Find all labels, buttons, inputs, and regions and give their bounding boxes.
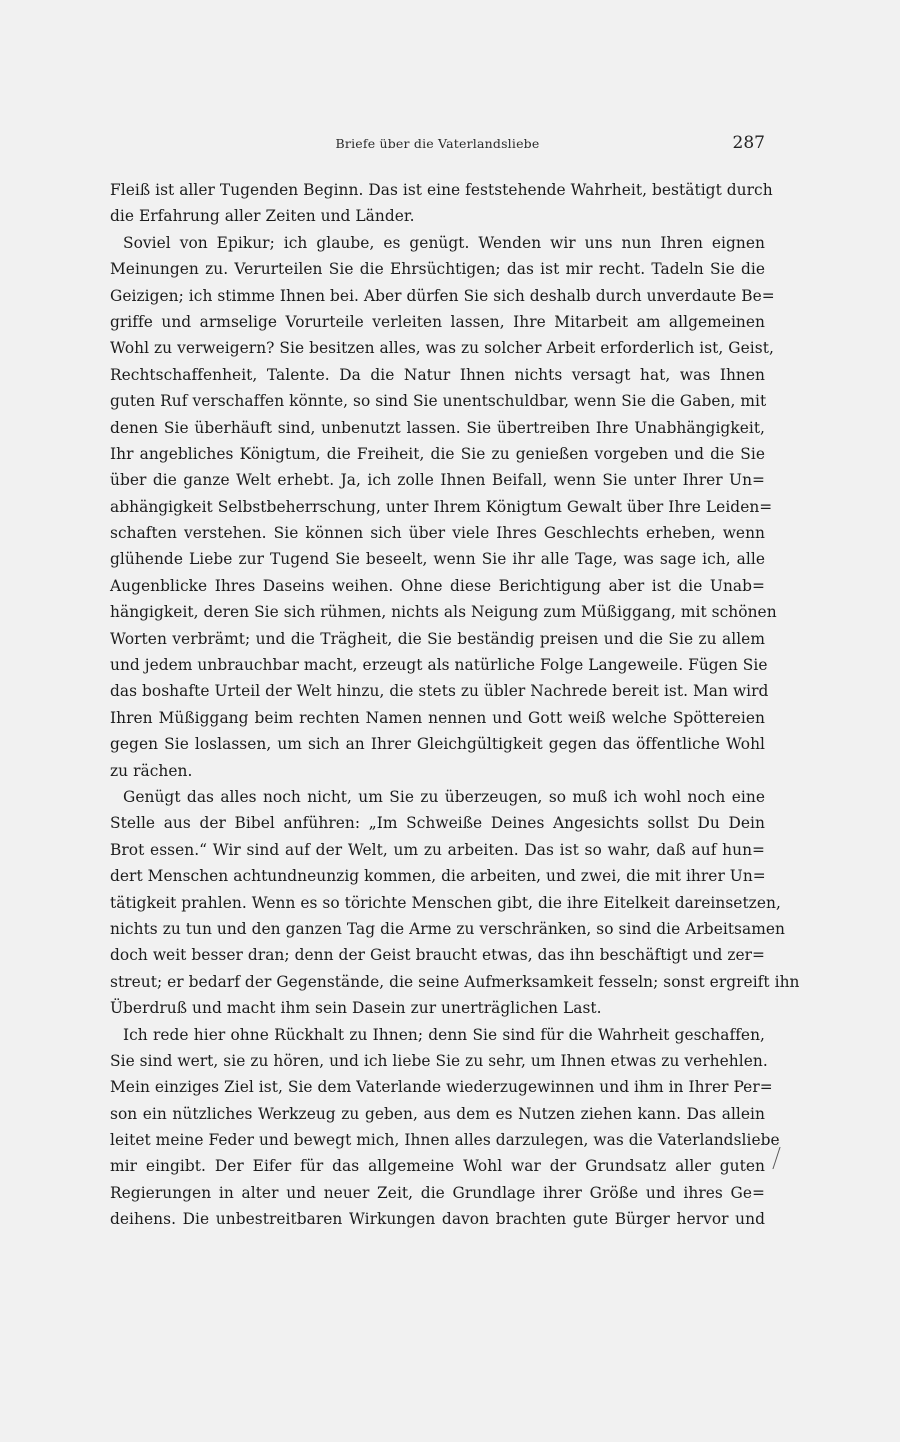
text-line: doch weit besser dran; denn der Geist braucht etwas, das ihn beschäftigt und zer= <box>110 946 765 965</box>
text-line: zu rächen. <box>110 761 193 780</box>
text-line: Überdruß und macht ihm sein Dasein zur unerträglichen Last. <box>110 999 602 1018</box>
text-line: Brot essen.“ Wir sind auf der Welt, um zu arbeiten. Das ist so wahr, daß auf hun= <box>110 840 765 859</box>
text-line: tätigkeit prahlen. Wenn es so törichte Menschen gibt, die ihre Eitelkeit dareinsetzen, <box>110 893 781 912</box>
text-line: Wohl zu verweigern? Sie besitzen alles, was zu solcher Arbeit erforderlich ist, Geist, <box>110 339 774 358</box>
text-line: die Erfahrung aller Zeiten und Länder. <box>110 207 415 226</box>
text-line: das boshafte Urteil der Welt hinzu, die stets zu übler Nachrede bereit ist. Man wird <box>110 682 769 701</box>
text-line: Rechtschaffenheit, Talente. Da die Natur Ihnen nichts versagt hat, was Ihnen <box>110 365 765 384</box>
text-line: deihens. Die unbestreitbaren Wirkungen davon brachten gute Bürger hervor und <box>110 1210 765 1229</box>
text-line: Geizigen; ich stimme Ihnen bei. Aber dürfen Sie sich deshalb durch unverdaute Be= <box>110 286 775 305</box>
text-line: über die ganze Welt erhebt. Ja, ich zolle Ihnen Beifall, wenn Sie unter Ihrer Un= <box>110 471 765 490</box>
text-line: griffe und armselige Vorurteile verleiten lassen, Ihre Mitarbeit am allgemeinen <box>110 312 765 331</box>
text-line: Augenblicke Ihres Daseins weihen. Ohne diese Berichtigung aber ist die Unab= <box>110 576 765 595</box>
text-line: Mein einziges Ziel ist, Sie dem Vaterlande wiederzugewinnen und ihm in Ihrer Per= <box>110 1078 773 1097</box>
text-line: Genügt das alles noch nicht, um Sie zu überzeugen, so muß ich wohl noch eine <box>123 787 765 806</box>
text-line: Meinungen zu. Verurteilen Sie die Ehrsüchtigen; das ist mir recht. Tadeln Sie die <box>110 260 765 279</box>
text-line: denen Sie überhäuft sind, unbenutzt lassen. Sie übertreiben Ihre Unabhängigkeit, <box>110 418 765 437</box>
text-line: leitet meine Feder und bewegt mich, Ihnen alles darzulegen, was die Vaterlandsliebe <box>110 1131 780 1150</box>
page-header <box>110 133 765 159</box>
text-line: schaften verstehen. Sie können sich über viele Ihres Geschlechts erheben, wenn <box>110 524 765 543</box>
paragraph <box>110 1022 780 1233</box>
paragraph <box>110 784 800 1022</box>
text-line: Worten verbrämt; und die Trägheit, die Sie beständig preisen und die Sie zu allem <box>110 629 765 648</box>
text-line: hängigkeit, deren Sie sich rühmen, nichts als Neigung zum Müßiggang, mit schönen <box>110 603 777 622</box>
page-number: 287 <box>732 133 765 153</box>
text-line: glühende Liebe zur Tugend Sie beseelt, wenn Sie ihr alle Tage, was sage ich, alle <box>110 550 765 569</box>
text-line: Ich rede hier ohne Rückhalt zu Ihnen; denn Sie sind für die Wahrheit geschaffen, <box>123 1025 765 1044</box>
text-line: Ihr angebliches Königtum, die Freiheit, die Sie zu genießen vorgeben und die Sie <box>110 444 765 463</box>
text-line: dert Menschen achtundneunzig kommen, die arbeiten, und zwei, die mit ihrer Un= <box>110 867 766 886</box>
body-text <box>110 177 800 1233</box>
text-line: nichts zu tun und den ganzen Tag die Arme zu verschränken, so sind die Arbeitsamen <box>110 919 785 938</box>
text-line: streut; er bedarf der Gegenstände, die seine Aufmerksamkeit fesseln; sonst ergreift ihn <box>110 972 800 991</box>
text-line: Stelle aus der Bibel anführen: „Im Schweiße Deines Angesichts sollst Du Dein <box>110 814 765 833</box>
text-line: Sie sind wert, sie zu hören, und ich liebe Sie zu sehr, um Ihnen etwas zu verhehlen. <box>110 1051 768 1070</box>
margin-pencil-mark <box>772 1147 788 1169</box>
paragraph <box>110 230 777 784</box>
text-line: mir eingibt. Der Eifer für das allgemeine Wohl war der Grundsatz aller guten <box>110 1157 765 1176</box>
text-line: und jedem unbrauchbar macht, erzeugt als natürliche Folge Langeweile. Fügen Sie <box>110 656 768 675</box>
text-line: guten Ruf verschaffen könnte, so sind Sie unentschuldbar, wenn Sie die Gaben, mit <box>110 392 767 411</box>
text-line: Soviel von Epikur; ich glaube, es genügt. Wenden wir uns nun Ihren eignen <box>123 233 765 252</box>
text-line: son ein nützliches Werkzeug zu geben, aus dem es Nutzen ziehen kann. Das allein <box>110 1104 765 1123</box>
paragraph <box>110 177 773 230</box>
running-title: Briefe über die Vaterlandsliebe <box>335 136 540 151</box>
text-line: Ihren Müßiggang beim rechten Namen nennen und Gott weiß welche Spöttereien <box>110 708 765 727</box>
text-line: Regierungen in alter und neuer Zeit, die Grundlage ihrer Größe und ihres Ge= <box>110 1183 765 1202</box>
text-line: Fleiß ist aller Tugenden Beginn. Das ist eine feststehende Wahrheit, bestätigt durch <box>110 181 773 199</box>
text-line: gegen Sie loslassen, um sich an Ihrer Gleichgültigkeit gegen das öffentliche Wohl <box>110 735 765 754</box>
text-line: abhängigkeit Selbstbeherrschung, unter Ihrem Königtum Gewalt über Ihre Leiden= <box>110 497 773 516</box>
